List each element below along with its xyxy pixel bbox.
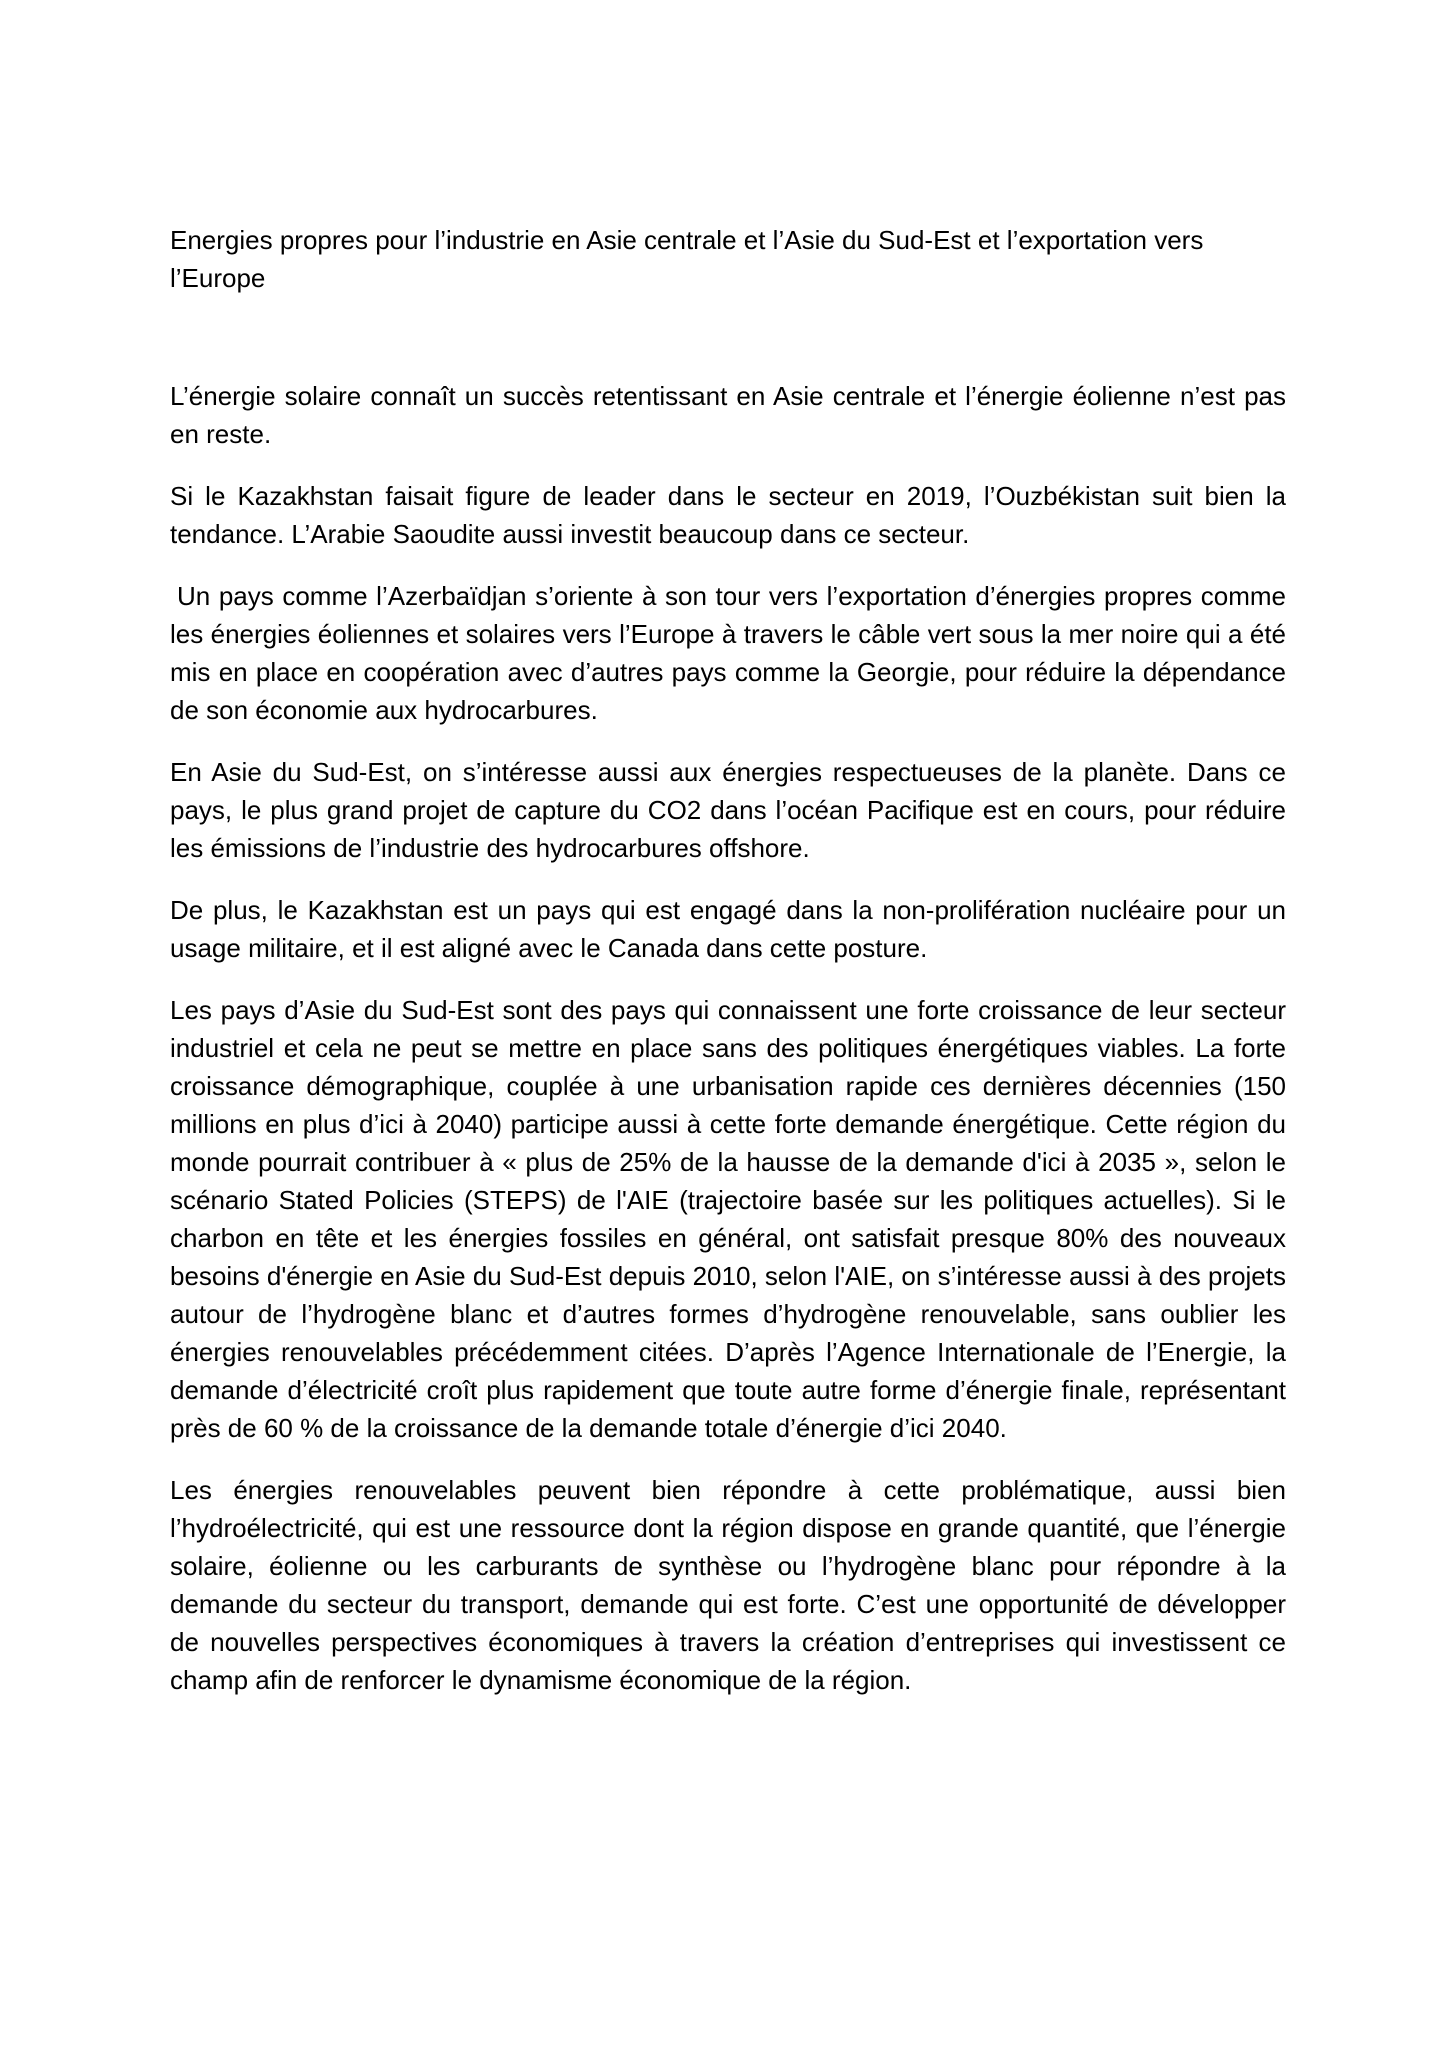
paragraph-solar-success: L’énergie solaire connaît un succès retentissant en Asie centrale et l’énergie éolienne n’est pas en reste. <box>170 381 1286 449</box>
document-content <box>170 0 1286 1723</box>
paragraph-azerbaijan-export: Un pays comme l’Azerbaïdjan s’oriente à son tour vers l’exportation d’énergies propres comme les énergies éoliennes et solaires vers l’Europe à travers le câble vert sous la mer noire qui a été mis en place en coopération avec d’autres pays comme la Georgie, pour réduire la dépendance de son économie aux hydrocarbures. <box>170 581 1286 725</box>
paragraph-energy-demand-growth: Les pays d’Asie du Sud-Est sont des pays qui connaissent une forte croissance de leur secteur industriel et cela ne peut se mettre en place sans des politiques énergétiques viables. La forte croissance démographique, couplée à une urbanisation rapide ces dernières décennies (150 millions en plus d’ici à 2040) participe aussi à cette forte demande énergétique. Cette région du monde pourrait contribuer à « plus de 25% de la hausse de la demande d'ici à 2035 », selon le scénario Stated Policies (STEPS) de l'AIE (trajectoire basée sur les politiques actuelles). Si le charbon en tête et les énergies fossiles en général, ont satisfait presque 80% des nouveaux besoins d'énergie en Asie du Sud-Est depuis 2010, selon l'AIE, on s’intéresse aussi à des projets autour de l’hydrogène blanc et d’autres formes d’hydrogène renouvelable, sans oublier les énergies renouvelables précédemment citées. D’après l’Agence Internationale de l’Energie, la demande d’électricité croît plus rapidement que toute autre forme d’énergie finale, représentant près de 60 % de la croissance de la demande totale d’énergie d’ici 2040. <box>170 995 1286 1443</box>
paragraph-kazakhstan-leader: Si le Kazakhstan faisait figure de leader dans le secteur en 2019, l’Ouzbékistan suit bien la tendance. L’Arabie Saoudite aussi investit beaucoup dans ce secteur. <box>170 481 1286 549</box>
paragraph-renewables-opportunity: Les énergies renouvelables peuvent bien répondre à cette problématique, aussi bien l’hydroélectricité, qui est une ressource dont la région dispose en grande quantité, que l’énergie solaire, éolienne ou les carburants de synthèse ou l’hydrogène blanc pour répondre à la demande du secteur du transport, demande qui est forte. C’est une opportunité de développer de nouvelles perspectives économiques à travers la création d’entreprises qui investissent ce champ afin de renforcer le dynamisme économique de la région. <box>170 1475 1286 1695</box>
document-title: Energies propres pour l’industrie en Asie centrale et l’Asie du Sud-Est et l’exportation vers l’Europe <box>170 225 1204 293</box>
paragraph-nuclear-nonproliferation: De plus, le Kazakhstan est un pays qui est engagé dans la non-prolifération nucléaire pour un usage militaire, et il est aligné avec le Canada dans cette posture. <box>170 895 1286 963</box>
paragraph-southeast-asia-co2: En Asie du Sud-Est, on s’intéresse aussi aux énergies respectueuses de la planète. Dans ce pays, le plus grand projet de capture du CO2 dans l’océan Pacifique est en cours, pour réduire les émissions de l’industrie des hydrocarbures offshore. <box>170 757 1286 863</box>
